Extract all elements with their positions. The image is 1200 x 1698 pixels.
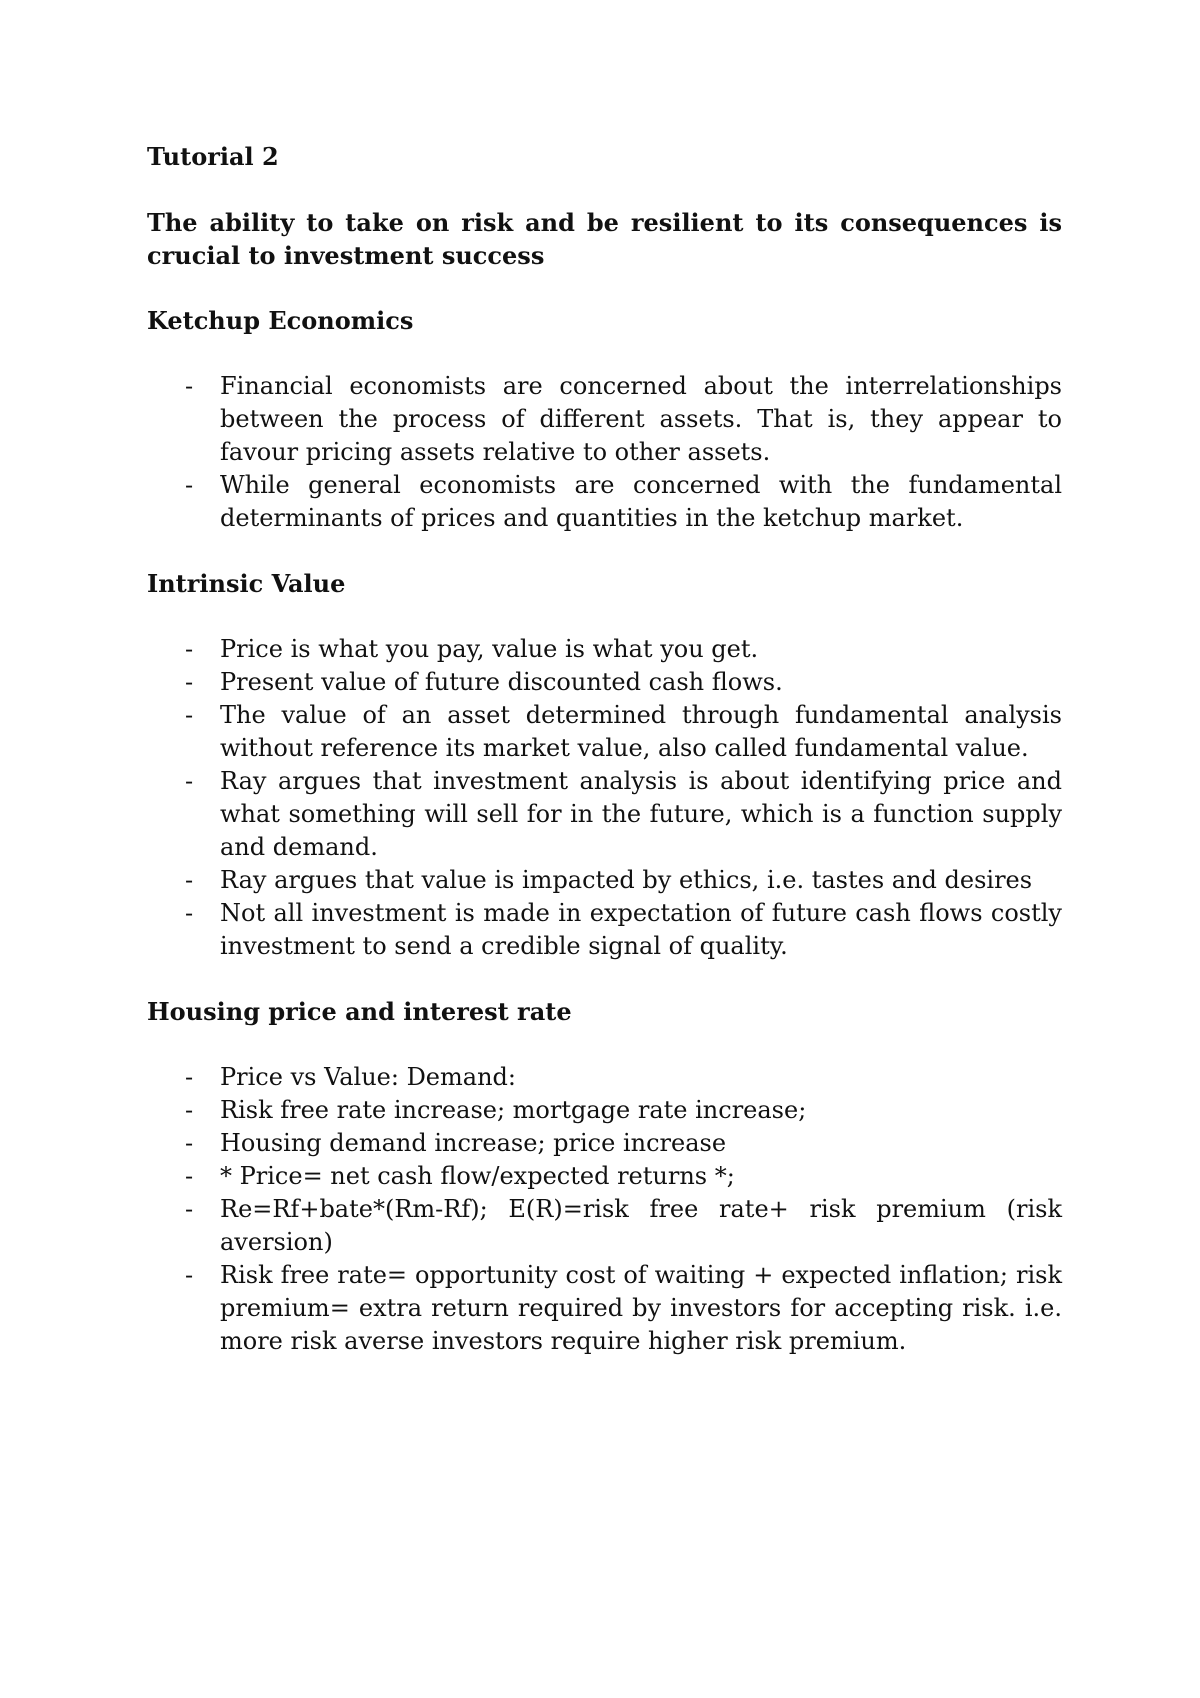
bullet-dash: - bbox=[185, 1261, 194, 1289]
list-item-text: Financial economists are concerned about the interrelationships between the process of different assets. That is, they appear to favour pricing assets relative to other assets. bbox=[220, 372, 1062, 466]
list-item bbox=[147, 1193, 1062, 1259]
bullet-list bbox=[147, 633, 1062, 963]
list-item-text: Risk free rate= opportunity cost of waiting + expected inflation; risk premium= extra return required by investors for accepting risk. i.e. more risk averse investors require higher risk premium. bbox=[220, 1261, 1062, 1355]
bullet-dash: - bbox=[185, 701, 194, 729]
list-item bbox=[147, 633, 1062, 666]
list-item bbox=[147, 1127, 1062, 1160]
list-item bbox=[147, 1160, 1062, 1193]
thesis-statement: The ability to take on risk and be resilient to its consequences is crucial to investment success bbox=[147, 208, 1062, 270]
bullet-dash: - bbox=[185, 1063, 194, 1091]
list-item-text: Price is what you pay, value is what you get. bbox=[220, 635, 759, 663]
document-page bbox=[147, 140, 1062, 1390]
bullet-dash: - bbox=[185, 1129, 194, 1157]
list-item bbox=[147, 469, 1062, 535]
bullet-list bbox=[147, 370, 1062, 535]
bullet-dash: - bbox=[185, 1162, 194, 1190]
list-item bbox=[147, 370, 1062, 469]
bullet-dash: - bbox=[185, 635, 194, 663]
list-item-text: Ray argues that value is impacted by ethics, i.e. tastes and desires bbox=[220, 866, 1033, 894]
list-item bbox=[147, 1259, 1062, 1358]
bullet-list bbox=[147, 1061, 1062, 1358]
list-item bbox=[147, 864, 1062, 897]
bullet-dash: - bbox=[185, 899, 194, 927]
list-item-text: Risk free rate increase; mortgage rate increase; bbox=[220, 1096, 807, 1124]
list-item-text: Ray argues that investment analysis is about identifying price and what something will sell for in the future, which is a function supply and demand. bbox=[220, 767, 1062, 861]
bullet-dash: - bbox=[185, 767, 194, 795]
list-item bbox=[147, 1094, 1062, 1127]
list-item-text: Housing demand increase; price increase bbox=[220, 1129, 727, 1157]
section-heading: Intrinsic Value bbox=[147, 569, 346, 598]
list-item-text: * Price= net cash flow/expected returns *; bbox=[220, 1162, 735, 1190]
list-item-text: Not all investment is made in expectation of future cash flows costly investment to send a credible signal of quality. bbox=[220, 899, 1062, 960]
section-ketchup-economics bbox=[147, 304, 1062, 535]
bullet-dash: - bbox=[185, 1096, 194, 1124]
list-item bbox=[147, 699, 1062, 765]
document-title: Tutorial 2 bbox=[147, 142, 279, 171]
list-item bbox=[147, 765, 1062, 864]
bullet-dash: - bbox=[185, 471, 194, 499]
list-item-text: Price vs Value: Demand: bbox=[220, 1063, 516, 1091]
list-item-text: While general economists are concerned with the fundamental determinants of prices and quantities in the ketchup market. bbox=[220, 471, 1062, 532]
list-item bbox=[147, 897, 1062, 963]
list-item-text: The value of an asset determined through fundamental analysis without reference its market value, also called fundamental value. bbox=[220, 701, 1062, 762]
bullet-dash: - bbox=[185, 668, 194, 696]
bullet-dash: - bbox=[185, 372, 194, 400]
section-heading: Ketchup Economics bbox=[147, 306, 414, 335]
list-item-text: Present value of future discounted cash flows. bbox=[220, 668, 783, 696]
bullet-dash: - bbox=[185, 1195, 194, 1223]
list-item-text: Re=Rf+bate*(Rm-Rf); E(R)=risk free rate+ risk premium (risk aversion) bbox=[220, 1195, 1062, 1256]
section-intrinsic-value bbox=[147, 567, 1062, 963]
section-housing-price bbox=[147, 995, 1062, 1358]
list-item bbox=[147, 666, 1062, 699]
list-item bbox=[147, 1061, 1062, 1094]
section-heading: Housing price and interest rate bbox=[147, 997, 572, 1026]
bullet-dash: - bbox=[185, 866, 194, 894]
